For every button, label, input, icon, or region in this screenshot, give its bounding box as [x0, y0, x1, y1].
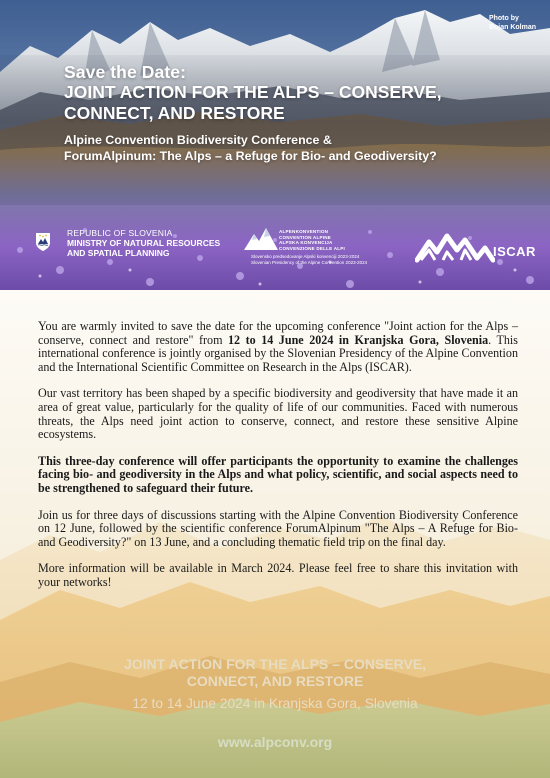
iscar-wordmark: ISCAR [493, 244, 536, 259]
iscar-logo [415, 230, 536, 266]
slovenia-ministry-logo [35, 228, 221, 268]
save-the-date-heading: Save the Date: [64, 62, 187, 82]
hero-title-line: JOINT ACTION FOR THE ALPS – CONSERVE, [64, 82, 442, 102]
hero-title [64, 82, 534, 124]
intro-date-place: 12 to 14 June 2024 in Kranjska Gora, Slovenia [228, 332, 489, 347]
hero-subtitle-line: ForumAlpinum: The Alps – a Refuge for Bio- and Geodiversity? [64, 148, 437, 163]
alpine-convention-mountain-icon [243, 226, 279, 252]
intro-paragraph [38, 320, 518, 374]
hero-subtitle-line: Alpine Convention Biodiversity Conference & [64, 133, 332, 147]
intro-text: You are warmly invited to save the date for the upcoming conference "Joint action for the Alps – conserve, connect and restore" from [38, 319, 518, 347]
hero-title-line: CONNECT, AND RESTORE [64, 103, 285, 123]
conference-paragraph: This three-day conference will offer participants the opportunity to examine the challenges facing bio- and geodiversity in the Alps and what policy, scientific, and social aspects need to be strengthened to safeguard their future. [38, 453, 518, 495]
footer-title [60, 656, 490, 690]
program-paragraph: Join us for three days of discussions starting with the Alpine Convention Biodiversity Conference on 12 June, followed by the scientific conference ForumAlpinum "The Alps – A Refuge for Bio- and Geodiversity?" on 13 June, and a concluding thematic field trip on the final day. [38, 507, 518, 549]
intro-text: . This international conference is jointly organised by the Slovenian Presidency of the Alpine Convention and the International Scientific Committee on Research in the Alps (ISCAR). [38, 332, 518, 374]
slovenia-crest-icon [35, 232, 51, 252]
invitation-text [38, 320, 518, 603]
alpine-convention-logo-line: ALPSKA KONVENCIJA [279, 240, 333, 245]
more-info-paragraph: More information will be available in March 2024. Please feel free to share this invitation with your networks! [38, 561, 518, 589]
slovenia-logo-line: MINISTRY OF NATURAL RESOURCES [67, 238, 221, 248]
photo-credit-line: Photo by [488, 15, 519, 22]
iscar-mountain-icon [415, 230, 495, 266]
alpine-convention-logo-line: CONVENZIONE DELLE ALPI [279, 245, 345, 251]
hero-subtitle [64, 133, 534, 164]
alpine-convention-logo [243, 226, 403, 270]
photo-credit [489, 14, 536, 32]
slovenia-logo-line: REPUBLIC OF SLOVENIA [67, 228, 173, 238]
alpine-convention-logo-line: ALPENKONVENTION [279, 229, 329, 234]
footer-title-line: CONNECT, AND RESTORE [186, 673, 364, 689]
website-link[interactable]: www.alpconv.org [217, 734, 333, 750]
hero-banner [0, 0, 550, 290]
photo-credit-line: Bojan Kolman [488, 24, 536, 31]
territory-paragraph: Our vast territory has been shaped by a specific biodiversity and geodiversity that have made it an area of great value, particularly for the quality of life of our communities. Faced with numerous threats, the Alps need joint action to conserve, connect, and restore these sensitive Alpine ecosystems. [38, 386, 518, 442]
presidency-line: Slovenian Presidency of the Alpine Convention 2023-2024 [251, 259, 368, 265]
alpine-convention-logo-line: CONVENTION ALPINE [279, 234, 331, 240]
presidency-line: Slovensko predsedovanje Alpski konvenciji 2023-2024 [251, 254, 360, 259]
footer-date-place: 12 to 14 June 2024 in Kranjska Gora, Slovenia [132, 696, 418, 711]
slovenia-logo-line: AND SPATIAL PLANNING [67, 248, 170, 258]
footer-title-line: JOINT ACTION FOR THE ALPS – CONSERVE, [123, 656, 427, 672]
